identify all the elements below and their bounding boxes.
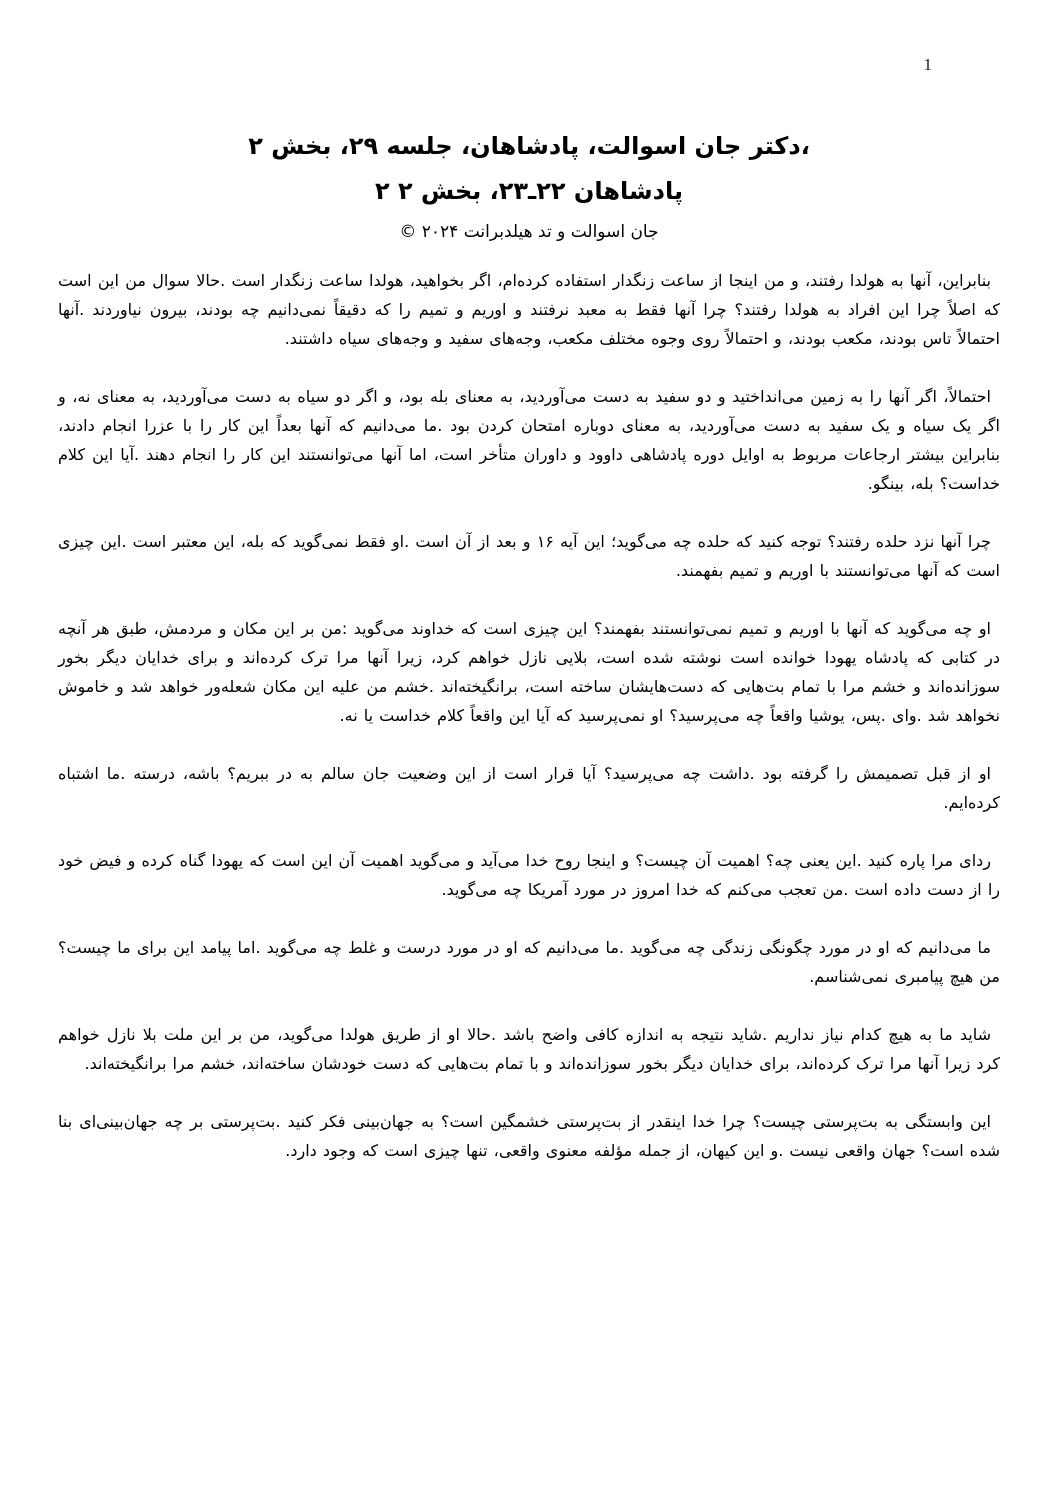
document-body: [0, 245, 1058, 1165]
copyright-line: جان اسوالت و تد هیلدبرانت ۲۰۲۴ ©: [399, 222, 659, 242]
paragraph-6: ردای مرا پاره کنید .این یعنی چه؟ اهمیت آن چیست؟ و اینجا روح خدا می‌آید و می‌گوید اهمیت آن این است که یهودا گناه کرده و فیض خود را از دست داده است .من تعجب می‌کنم که خدا امروز در مورد آمریکا چه می‌گوید.: [58, 851, 1000, 899]
paragraph-5: او از قبل تصمیمش را گرفته بود .داشت چه می‌پرسید؟ آیا قرار است از این وضعیت جان سالم به در ببریم؟ باشه، درسته .ما اشتباه کرده‌ایم.: [58, 764, 1000, 812]
document-title: [0, 124, 1058, 214]
paragraph-7: ما می‌دانیم که او در مورد چگونگی زندگی چه می‌گوید .ما می‌دانیم که او در مورد درست و غلط چه می‌گوید .اما پیامد این برای ما چیست؟ من هیچ پیامبری نمی‌شناسم.: [58, 938, 1000, 986]
paragraph-8: شاید ما به هیچ کدام نیاز نداریم .شاید نتیجه به اندازه کافی واضح باشد .حالا او از طریق هولدا می‌گوید، من بر این ملت بلا نازل خواهم کرد زیرا آنها مرا ترک کرده‌اند، برای خدایان دیگر بخور سوزانده‌اند و با تمام بت‌هایی که دست خودشان ساخته‌اند، خشم مرا برانگیخته‌اند.: [58, 1025, 1000, 1073]
title-line-2: پادشاهان ۲۲ـ۲۳، بخش ۲ ۲: [375, 177, 683, 205]
paragraph-4: او چه می‌گوید که آنها با اوریم و تمیم نمی‌توانستند بفهمند؟ این چیزی است که خداوند می‌گوید :من بر این مکان و مردمش، طبق هر آنچه در کتابی که پادشاه یهودا خوانده است نوشته شده است، بلایی نازل خواهم کرد، زیرا آنها مرا ترک کرده‌اند و برای خدایان دیگر بخور سوزانده‌اند و خشم مرا با تمام بت‌هایی که دست‌هایشان ساخته است، برانگیخته‌اند .خشم من علیه این مکان شعله‌ور خواهد شد و خاموش نخواهد شد .وای .پس، یوشیا واقعاً چه می‌پرسید؟ او نمی‌پرسید که آیا این واقعاً کلام خداست یا نه.: [58, 619, 1000, 725]
paragraph-3: چرا آنها نزد حلده رفتند؟ توجه کنید که حلده چه می‌گوید؛ این آیه ۱۶ و بعد از آن است .او فقط نمی‌گوید که بله، این معتبر است .این چیزی است که آنها می‌توانستند با اوریم و تمیم بفهمند.: [58, 532, 1000, 580]
paragraph-2: احتمالاً، اگر آنها را به زمین می‌انداختید و دو سفید به دست می‌آوردید، به معنای بله بود، و اگر دو سیاه به دست می‌آوردید، به معنای نه، و اگر یک سیاه و یک سفید به دست می‌آوردید، به معنای دوباره امتحان کردن بود .ما می‌دانیم که آنها بعداً این کار را با عزرا انجام دادند، بنابراین بیشتر ارجاعات مربوط به اوایل دوره پادشاهی داوود و داوران متأخر است، اما آنها می‌توانستند این کار را انجام دهند .آیا این کلام خداست؟ بله، بینگو.: [58, 387, 1000, 493]
paragraph-1: بنابراین، آنها به هولدا رفتند، و من اینجا از ساعت زنگدار استفاده کرده‌ام، اگر بخواهید، هولدا ساعت زنگدار است .حالا سوال من این است که اصلاً چرا این افراد به هولدا رفتند؟ چرا آنها فقط به معبد نرفتند و اوریم و تمیم را که دقیقاً نمی‌دانیم چه بودند، بیرون نیاوردند .آنها احتمالاً تاس بودند، مکعب بودند، و احتمالاً روی وجوه مختلف مکعب، وجه‌های سفید و وجه‌های سیاه داشتند.: [58, 271, 1000, 348]
title-line-1: ،دکتر جان اسوالت، پادشاهان، جلسه ۲۹، بخش ۲: [248, 132, 810, 160]
page-number: 1: [923, 55, 932, 74]
paragraph-9: این وابستگی به بت‌پرستی چیست؟ چرا خدا اینقدر از بت‌پرستی خشمگین است؟ به جهان‌بینی فکر کنید .بت‌پرستی بر چه جهان‌بینی‌ای بنا شده است؟ جهان واقعی نیست .و این کیهان، از جمله مؤلفه معنوی واقعی، تنها چیزی است که وجود دارد.: [58, 1112, 1000, 1160]
document-header: [0, 0, 1058, 245]
